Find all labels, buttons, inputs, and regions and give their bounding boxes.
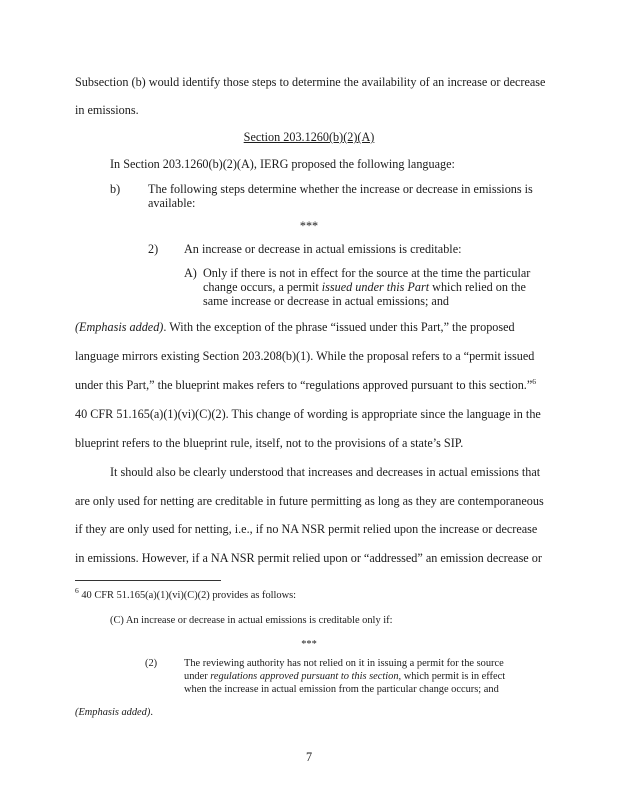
- quote-b-line-2: available:: [148, 196, 196, 210]
- para2-line-4: in emissions. However, if a NA NSR permit relied upon or “addressed” an emission decrease or: [75, 551, 542, 565]
- intro-line-2: in emissions.: [75, 103, 139, 117]
- intro-line-1: Subsection (b) would identify those steps to determine the availability of an increase or decrease: [75, 75, 546, 89]
- para2-line-1: It should also be clearly understood that increases and decreases in actual emissions that: [110, 465, 541, 479]
- para1-line-3: [75, 378, 536, 392]
- footnote-closing-post: .: [150, 707, 153, 718]
- footnote-item-label: (2): [145, 658, 158, 669]
- quote-item2-text: An increase or decrease in actual emissions is creditable:: [184, 242, 462, 256]
- quote-A-line-2-emphasis: issued under this Part: [321, 280, 430, 294]
- footnote-closing: [75, 706, 153, 719]
- para1-line-5: blueprint refers to the blueprint rule, itself, not to the provisions of a state’s SIP.: [75, 436, 464, 450]
- section-heading-text: Section 203.1260(b)(2)(A): [243, 130, 375, 144]
- quote-A-line-2: [203, 280, 526, 294]
- footnote-item-line-2-pre: under: [184, 671, 211, 682]
- footnote-intro-text: 40 CFR 51.165(a)(1)(vi)(C)(2) provides as follows:: [78, 590, 297, 601]
- quote-A-line-3: same increase or decrease in actual emissions; and: [203, 294, 450, 308]
- para1-line-4: 40 CFR 51.165(a)(1)(vi)(C)(2). This change of wording is appropriate since the language in the: [75, 407, 541, 421]
- footnote-item-line-1: The reviewing authority has not relied on it in issuing a permit for the source: [184, 658, 504, 669]
- quote-item2-label: 2): [148, 242, 159, 256]
- para2-line-3: if they are only used for netting, i.e., if no NA NSR permit relied upon the increase or decrease: [75, 522, 538, 536]
- quote-A-line-2-post: which relied on the: [429, 280, 526, 294]
- proposal-intro: In Section 203.1260(b)(2)(A), IERG proposed the following language:: [110, 157, 455, 171]
- section-heading: [0, 130, 618, 144]
- footnote-item-line-2-emphasis: regulations approved pursuant to this section,: [210, 671, 402, 682]
- para1-line-1: [75, 320, 515, 334]
- para1-line-2: language mirrors existing Section 203.208(b)(1). While the proposal refers to a “permit issued: [75, 349, 535, 363]
- footnote-number: 6: [75, 586, 79, 595]
- quote-A-label: A): [184, 266, 197, 280]
- para2-line-2: are only used for netting are creditable in future permitting as long as they are contemporaneous: [75, 494, 544, 508]
- para1-line-3-text: under this Part,” the blueprint makes refers to “regulations approved pursuant to this section.”: [75, 378, 533, 392]
- footnote-C-line: (C) An increase or decrease in actual emissions is creditable only if:: [110, 615, 393, 626]
- page-number: 7: [305, 750, 313, 764]
- footnote-ref: 6: [532, 377, 536, 386]
- footnote-closing-emphasis: (Emphasis added): [75, 707, 151, 718]
- quote-A-line-2-pre: change occurs, a permit: [203, 280, 322, 294]
- footnote-stars: ***: [301, 639, 317, 650]
- footnote-intro: [75, 586, 297, 602]
- para1-line-1-rest: . With the exception of the phrase “issued under this Part,” the proposed: [163, 320, 515, 334]
- footnote-item-line-3: when the increase in actual emission from the particular change occurs; and: [184, 684, 499, 695]
- footnote-divider: [75, 580, 221, 581]
- footnote-item-line-2-post: which permit is in effect: [401, 671, 506, 682]
- quote-A-line-1: Only if there is not in effect for the source at the time the particular: [203, 266, 531, 280]
- quote-b-line-1: The following steps determine whether the increase or decrease in emissions is: [148, 182, 533, 196]
- quote-b-label: b): [110, 182, 121, 196]
- footnote-item-line-2: [184, 670, 505, 683]
- quote-stars: ***: [299, 219, 319, 233]
- para1-emphasis: (Emphasis added): [75, 320, 164, 334]
